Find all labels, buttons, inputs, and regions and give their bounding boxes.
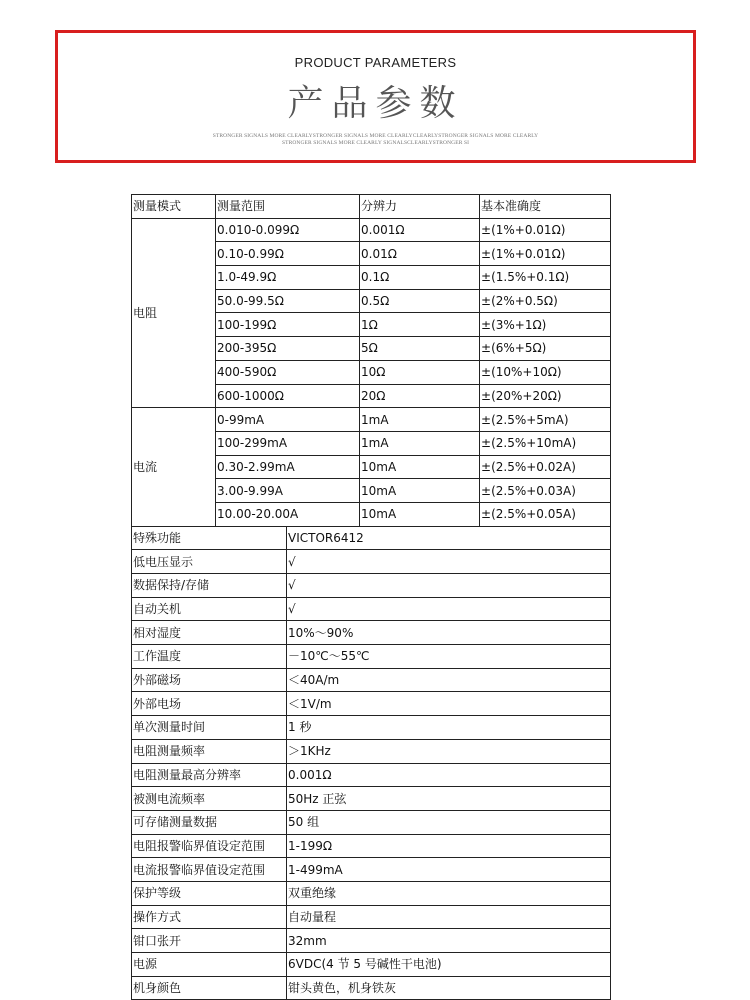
header-mode: 测量模式: [132, 195, 216, 219]
banner-title-en: PRODUCT PARAMETERS: [294, 55, 457, 70]
range-cell: 400-590Ω: [216, 360, 360, 384]
spec-label: 电阻测量频率: [132, 739, 287, 763]
spec-label: 单次测量时间: [132, 716, 287, 740]
spec-value: ＜1V/m: [287, 692, 611, 716]
spec-label: 自动关机: [132, 597, 287, 621]
spec-label: 电流报警临界值设定范围: [132, 858, 287, 882]
spec-value: 双重绝缘: [287, 881, 611, 905]
spec-label: 外部电场: [132, 692, 287, 716]
spec-value: 50 组: [287, 810, 611, 834]
spec-label: 可存储测量数据: [132, 810, 287, 834]
resolution-cell: 0.5Ω: [360, 289, 480, 313]
spec-row: [132, 668, 611, 692]
banner-title-cn: 产品参数: [287, 83, 464, 124]
resolution-cell: 0.001Ω: [360, 218, 480, 242]
table-header-row: [132, 195, 611, 219]
spec-row: [132, 881, 611, 905]
range-cell: 1.0-49.9Ω: [216, 266, 360, 290]
table-row: [132, 408, 611, 432]
banner-tagline-line-2: STRONGER SIGNALS MORE CLEARLY SIGNALSCLEARLYSTRONGER SI: [281, 140, 470, 146]
spec-value: VICTOR6412: [287, 526, 611, 550]
resolution-cell: 20Ω: [360, 384, 480, 408]
range-cell: 10.00-20.00A: [216, 502, 360, 526]
range-cell: 600-1000Ω: [216, 384, 360, 408]
spec-row: [132, 645, 611, 669]
spec-row: [132, 905, 611, 929]
parameters-table: [131, 194, 611, 1000]
spec-value: 32mm: [287, 929, 611, 953]
spec-value: ＞1KHz: [287, 739, 611, 763]
range-cell: 0.010-0.099Ω: [216, 218, 360, 242]
accuracy-cell: ±(3%+1Ω): [480, 313, 611, 337]
spec-label: 低电压显示: [132, 550, 287, 574]
spec-label: 电源: [132, 953, 287, 977]
accuracy-cell: ±(6%+5Ω): [480, 337, 611, 361]
spec-label: 机身颜色: [132, 976, 287, 1000]
resolution-cell: 10Ω: [360, 360, 480, 384]
spec-row: [132, 976, 611, 1000]
spec-row: [132, 526, 611, 550]
resolution-cell: 0.01Ω: [360, 242, 480, 266]
resolution-cell: 10mA: [360, 502, 480, 526]
spec-label: 工作温度: [132, 645, 287, 669]
spec-label: 保护等级: [132, 881, 287, 905]
spec-row: [132, 716, 611, 740]
spec-value: 6VDC(4 节 5 号碱性干电池): [287, 953, 611, 977]
mode-cell: 电流: [132, 408, 216, 526]
resolution-cell: 1mA: [360, 408, 480, 432]
spec-row: [132, 597, 611, 621]
spec-value: 1-499mA: [287, 858, 611, 882]
range-cell: 3.00-9.99A: [216, 479, 360, 503]
spec-row: [132, 834, 611, 858]
mode-cell: 电阻: [132, 218, 216, 408]
parameters-table-body: [132, 195, 611, 1000]
spec-value: 1 秒: [287, 716, 611, 740]
range-cell: 0.10-0.99Ω: [216, 242, 360, 266]
accuracy-cell: ±(2.5%+0.05A): [480, 502, 611, 526]
spec-value: √: [287, 597, 611, 621]
range-cell: 100-299mA: [216, 431, 360, 455]
spec-row: [132, 929, 611, 953]
resolution-cell: 0.1Ω: [360, 266, 480, 290]
accuracy-cell: ±(20%+20Ω): [480, 384, 611, 408]
range-cell: 0.30-2.99mA: [216, 455, 360, 479]
spec-label: 数据保持/存储: [132, 574, 287, 598]
header-range: 测量范围: [216, 195, 360, 219]
spec-row: [132, 810, 611, 834]
spec-label: 特殊功能: [132, 526, 287, 550]
header-accuracy: 基本准确度: [480, 195, 611, 219]
range-cell: 200-395Ω: [216, 337, 360, 361]
accuracy-cell: ±(10%+10Ω): [480, 360, 611, 384]
spec-value: 1-199Ω: [287, 834, 611, 858]
spec-row: [132, 739, 611, 763]
spec-label: 相对湿度: [132, 621, 287, 645]
spec-row: [132, 621, 611, 645]
header-resolution: 分辨力: [360, 195, 480, 219]
spec-row: [132, 953, 611, 977]
spec-label: 操作方式: [132, 905, 287, 929]
resolution-cell: 1Ω: [360, 313, 480, 337]
range-cell: 100-199Ω: [216, 313, 360, 337]
resolution-cell: 10mA: [360, 455, 480, 479]
spec-value: 钳头黄色，机身铁灰: [287, 976, 611, 1000]
spec-label: 被测电流频率: [132, 787, 287, 811]
accuracy-cell: ±(2.5%+5mA): [480, 408, 611, 432]
range-cell: 0-99mA: [216, 408, 360, 432]
spec-value: 10%～90%: [287, 621, 611, 645]
spec-value: 50Hz 正弦: [287, 787, 611, 811]
spec-value: 自动量程: [287, 905, 611, 929]
spec-row: [132, 692, 611, 716]
accuracy-cell: ±(2.5%+0.02A): [480, 455, 611, 479]
spec-value: －10℃～55℃: [287, 645, 611, 669]
accuracy-cell: ±(2.5%+10mA): [480, 431, 611, 455]
resolution-cell: 10mA: [360, 479, 480, 503]
spec-label: 电阻报警临界值设定范围: [132, 834, 287, 858]
spec-value: 0.001Ω: [287, 763, 611, 787]
accuracy-cell: ±(2%+0.5Ω): [480, 289, 611, 313]
accuracy-cell: ±(1.5%+0.1Ω): [480, 266, 611, 290]
spec-value: ＜40A/m: [287, 668, 611, 692]
spec-row: [132, 550, 611, 574]
accuracy-cell: ±(1%+0.01Ω): [480, 242, 611, 266]
table-row: [132, 218, 611, 242]
spec-value: √: [287, 550, 611, 574]
spec-row: [132, 763, 611, 787]
spec-row: [132, 858, 611, 882]
spec-label: 钳口张开: [132, 929, 287, 953]
range-cell: 50.0-99.5Ω: [216, 289, 360, 313]
spec-row: [132, 574, 611, 598]
spec-row: [132, 787, 611, 811]
spec-label: 电阻测量最高分辨率: [132, 763, 287, 787]
spec-label: 外部磁场: [132, 668, 287, 692]
banner-tagline: [78, 133, 673, 147]
accuracy-cell: ±(2.5%+0.03A): [480, 479, 611, 503]
spec-value: √: [287, 574, 611, 598]
accuracy-cell: ±(1%+0.01Ω): [480, 218, 611, 242]
banner-tagline-line-1: STRONGER SIGNALS MORE CLEARLYSTRONGER SIGNALS MORE CLEARLYCLEARLYSTRONGER SIGNALS MORE CLEARLY: [212, 133, 539, 139]
resolution-cell: 1mA: [360, 431, 480, 455]
resolution-cell: 5Ω: [360, 337, 480, 361]
product-parameters-banner: [55, 30, 696, 163]
